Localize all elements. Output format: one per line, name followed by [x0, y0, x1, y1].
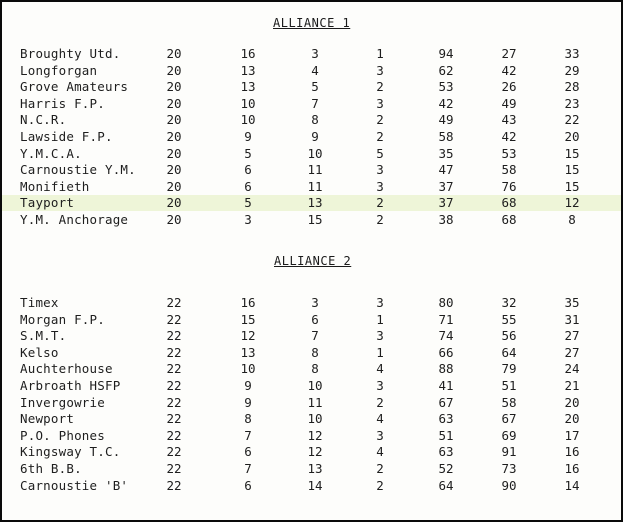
stat-cell: 3 [244, 212, 252, 227]
stat-cell: 22 [166, 295, 182, 310]
stat-cell: 27 [501, 46, 517, 61]
stat-cell: 80 [438, 295, 454, 310]
stat-cell: 51 [501, 378, 517, 393]
stat-cell: 5 [311, 79, 319, 95]
stat-cell: 11 [307, 178, 323, 194]
stat-cell: 62 [438, 62, 454, 78]
table-row [2, 146, 621, 162]
stat-cell: 7 [311, 328, 319, 344]
team-name: Longforgan [20, 62, 98, 78]
section-heading-1: ALLIANCE 1 [273, 16, 351, 30]
stat-cell: 74 [438, 328, 454, 344]
team-name: Y.M. Anchorage [20, 212, 129, 227]
team-name: P.O. Phones [20, 427, 105, 443]
team-name: Kelso [20, 344, 59, 360]
stat-cell: 73 [501, 461, 517, 476]
stat-cell: 66 [438, 344, 454, 360]
table-row [2, 312, 621, 328]
stat-cell: 1 [376, 46, 384, 61]
stat-cell: 1 [376, 311, 384, 327]
stat-cell: 52 [438, 461, 454, 476]
stat-cell: 13 [240, 344, 256, 360]
stat-cell: 26 [501, 79, 517, 95]
stat-cell: 16 [240, 295, 256, 310]
stat-cell: 2 [376, 79, 384, 95]
stat-cell: 3 [376, 378, 384, 393]
stat-cell: 2 [376, 112, 384, 128]
stat-cell: 20 [564, 394, 580, 410]
table-row [2, 46, 621, 62]
stat-cell: 58 [501, 162, 517, 178]
team-name: Kingsway T.C. [20, 444, 121, 460]
stat-cell: 49 [438, 112, 454, 128]
stat-cell: 37 [438, 178, 454, 194]
table-row [2, 295, 621, 311]
stat-cell: 11 [307, 394, 323, 410]
stat-cell: 23 [564, 95, 580, 111]
stat-cell: 6 [244, 178, 252, 194]
stat-cell: 53 [501, 145, 517, 161]
stat-cell: 15 [564, 162, 580, 178]
stat-cell: 90 [501, 477, 517, 493]
stat-cell: 20 [166, 79, 182, 95]
stat-cell: 53 [438, 79, 454, 95]
stat-cell: 2 [376, 212, 384, 227]
stat-cell: 22 [166, 477, 182, 493]
stat-cell: 9 [244, 394, 252, 410]
stat-cell: 20 [166, 46, 182, 61]
stat-cell: 13 [307, 461, 323, 476]
stat-cell: 6 [311, 311, 319, 327]
stat-cell: 14 [564, 477, 580, 493]
stat-cell: 3 [311, 295, 319, 310]
team-name: Newport [20, 411, 75, 427]
table-row [2, 195, 621, 211]
table-row [2, 179, 621, 195]
stat-cell: 43 [501, 112, 517, 128]
stat-cell: 8 [311, 361, 319, 377]
stat-cell: 42 [438, 95, 454, 111]
stat-cell: 35 [564, 295, 580, 310]
stat-cell: 10 [307, 145, 323, 161]
stat-cell: 5 [376, 145, 384, 161]
stat-cell: 56 [501, 328, 517, 344]
table-row [2, 395, 621, 411]
stat-cell: 64 [438, 477, 454, 493]
stat-cell: 20 [166, 212, 182, 227]
team-name: Arbroath HSFP [20, 378, 121, 393]
stat-cell: 11 [307, 162, 323, 178]
stat-cell: 15 [307, 212, 323, 227]
stat-cell: 16 [564, 461, 580, 476]
stat-cell: 12 [564, 195, 580, 211]
team-name: Y.M.C.A. [20, 145, 82, 161]
stat-cell: 27 [564, 328, 580, 344]
stat-cell: 2 [376, 477, 384, 493]
stat-cell: 22 [166, 311, 182, 327]
stat-cell: 10 [240, 361, 256, 377]
stat-cell: 49 [501, 95, 517, 111]
team-name: N.C.R. [20, 112, 67, 128]
table-row [2, 96, 621, 112]
stat-cell: 67 [501, 411, 517, 427]
stat-cell: 88 [438, 361, 454, 377]
stat-cell: 15 [564, 145, 580, 161]
table-row [2, 444, 621, 460]
stat-cell: 3 [376, 427, 384, 443]
team-name: Timex [20, 295, 59, 310]
stat-cell: 7 [311, 95, 319, 111]
stat-cell: 3 [376, 162, 384, 178]
stat-cell: 6 [244, 444, 252, 460]
section-heading-2: ALLIANCE 2 [274, 254, 352, 268]
table-row [2, 461, 621, 477]
team-name: Harris F.P. [20, 95, 105, 111]
stat-cell: 20 [166, 112, 182, 128]
stat-cell: 22 [166, 444, 182, 460]
stat-cell: 22 [166, 328, 182, 344]
stat-cell: 10 [307, 378, 323, 393]
stat-cell: 13 [307, 195, 323, 211]
stat-cell: 71 [438, 311, 454, 327]
stat-cell: 4 [311, 62, 319, 78]
stat-cell: 22 [166, 394, 182, 410]
stat-cell: 15 [564, 178, 580, 194]
stat-cell: 8 [568, 212, 576, 227]
stat-cell: 2 [376, 461, 384, 476]
stat-cell: 4 [376, 411, 384, 427]
stat-cell: 2 [376, 195, 384, 211]
stat-cell: 3 [376, 178, 384, 194]
stat-cell: 4 [376, 444, 384, 460]
team-name: Carnoustie 'B' [20, 477, 129, 493]
stat-cell: 2 [376, 129, 384, 144]
stat-cell: 10 [240, 112, 256, 128]
stat-cell: 6 [244, 162, 252, 178]
stat-cell: 42 [501, 62, 517, 78]
stat-cell: 55 [501, 311, 517, 327]
stat-cell: 20 [166, 162, 182, 178]
stat-cell: 22 [166, 427, 182, 443]
stat-cell: 6 [244, 477, 252, 493]
stat-cell: 9 [244, 129, 252, 144]
stat-cell: 3 [376, 295, 384, 310]
stat-cell: 33 [564, 46, 580, 61]
stat-cell: 76 [501, 178, 517, 194]
stat-cell: 3 [376, 62, 384, 78]
stat-cell: 91 [501, 444, 517, 460]
team-name: Broughty Utd. [20, 46, 121, 61]
table-row [2, 361, 621, 377]
stat-cell: 68 [501, 195, 517, 211]
stat-cell: 20 [564, 411, 580, 427]
stat-cell: 35 [438, 145, 454, 161]
stat-cell: 58 [438, 129, 454, 144]
team-name: Invergowrie [20, 394, 105, 410]
stat-cell: 21 [564, 378, 580, 393]
stat-cell: 10 [307, 411, 323, 427]
stat-cell: 51 [438, 427, 454, 443]
stat-cell: 1 [376, 344, 384, 360]
stat-cell: 68 [501, 212, 517, 227]
stat-cell: 29 [564, 62, 580, 78]
stat-cell: 16 [564, 444, 580, 460]
stat-cell: 14 [307, 477, 323, 493]
stat-cell: 47 [438, 162, 454, 178]
stat-cell: 63 [438, 444, 454, 460]
table-row [2, 212, 621, 228]
team-name: Grove Amateurs [20, 79, 129, 95]
table-row [2, 129, 621, 145]
table-row [2, 411, 621, 427]
stat-cell: 22 [166, 361, 182, 377]
stat-cell: 24 [564, 361, 580, 377]
stat-cell: 22 [564, 112, 580, 128]
table-row [2, 63, 621, 79]
stat-cell: 20 [166, 178, 182, 194]
stat-cell: 42 [501, 129, 517, 144]
stat-cell: 2 [376, 394, 384, 410]
table-row [2, 328, 621, 344]
team-name: Lawside F.P. [20, 129, 113, 144]
team-name: Tayport [20, 195, 75, 211]
stat-cell: 20 [166, 129, 182, 144]
team-name: 6th B.B. [20, 461, 82, 476]
stat-cell: 79 [501, 361, 517, 377]
table-row [2, 345, 621, 361]
team-name: Monifieth [20, 178, 90, 194]
stat-cell: 22 [166, 344, 182, 360]
table-row [2, 112, 621, 128]
stat-cell: 20 [166, 62, 182, 78]
team-name: Morgan F.P. [20, 311, 105, 327]
stat-cell: 22 [166, 378, 182, 393]
stat-cell: 67 [438, 394, 454, 410]
stat-cell: 9 [311, 129, 319, 144]
stat-cell: 37 [438, 195, 454, 211]
stat-cell: 9 [244, 378, 252, 393]
stat-cell: 38 [438, 212, 454, 227]
stat-cell: 13 [240, 62, 256, 78]
stat-cell: 64 [501, 344, 517, 360]
stat-cell: 94 [438, 46, 454, 61]
stat-cell: 8 [244, 411, 252, 427]
table-row [2, 79, 621, 95]
team-name: S.M.T. [20, 328, 67, 344]
stat-cell: 5 [244, 145, 252, 161]
team-name: Auchterhouse [20, 361, 113, 377]
stat-cell: 3 [311, 46, 319, 61]
stat-cell: 12 [307, 444, 323, 460]
stat-cell: 31 [564, 311, 580, 327]
stat-cell: 15 [240, 311, 256, 327]
stat-cell: 7 [244, 427, 252, 443]
team-name: Carnoustie Y.M. [20, 162, 136, 178]
stat-cell: 7 [244, 461, 252, 476]
stat-cell: 28 [564, 79, 580, 95]
stat-cell: 13 [240, 79, 256, 95]
table-row [2, 378, 621, 394]
stat-cell: 10 [240, 95, 256, 111]
stat-cell: 20 [166, 195, 182, 211]
stat-cell: 20 [564, 129, 580, 144]
stat-cell: 63 [438, 411, 454, 427]
stat-cell: 4 [376, 361, 384, 377]
stat-cell: 22 [166, 411, 182, 427]
stat-cell: 20 [166, 95, 182, 111]
table-row [2, 162, 621, 178]
stat-cell: 20 [166, 145, 182, 161]
table-row [2, 428, 621, 444]
stat-cell: 12 [240, 328, 256, 344]
stat-cell: 41 [438, 378, 454, 393]
stat-cell: 58 [501, 394, 517, 410]
stat-cell: 32 [501, 295, 517, 310]
stat-cell: 8 [311, 112, 319, 128]
stat-cell: 3 [376, 95, 384, 111]
stat-cell: 3 [376, 328, 384, 344]
stat-cell: 22 [166, 461, 182, 476]
stat-cell: 8 [311, 344, 319, 360]
stat-cell: 27 [564, 344, 580, 360]
stat-cell: 69 [501, 427, 517, 443]
stat-cell: 17 [564, 427, 580, 443]
stat-cell: 16 [240, 46, 256, 61]
table-row [2, 478, 621, 494]
stat-cell: 5 [244, 195, 252, 211]
stat-cell: 12 [307, 427, 323, 443]
